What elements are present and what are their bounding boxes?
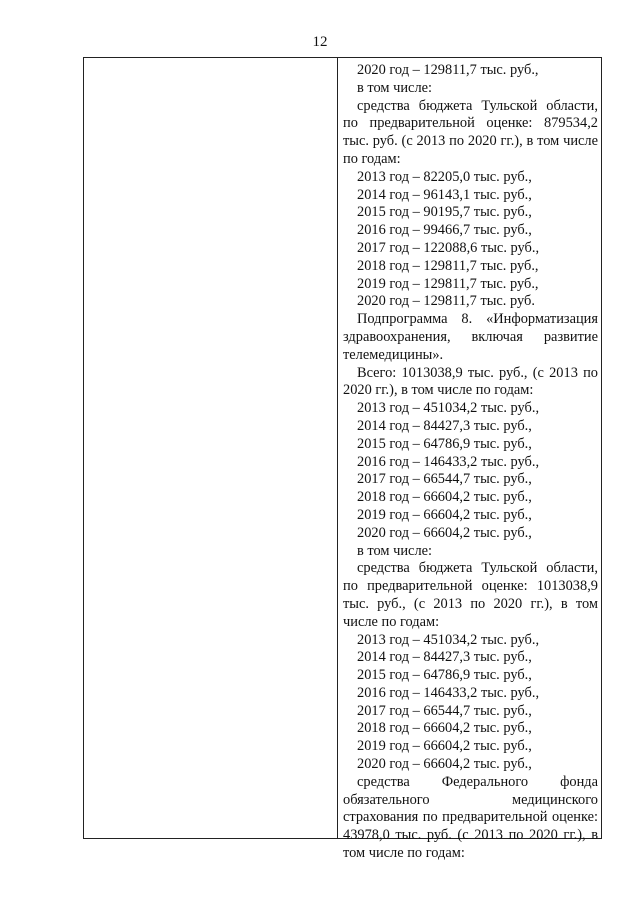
text-line: 2020 год – 129811,7 тыс. руб. — [357, 293, 535, 310]
text-paragraph: средства бюджета Тульской области, по предварительной оценке: 879534,2 тыс. руб. (с 2013 по 2020 гг.), в том числе по годам: — [343, 97, 598, 167]
right-cell-content — [343, 62, 598, 863]
page-number: 12 — [312, 34, 328, 50]
text-line: в том числе: — [357, 542, 433, 559]
text-line: 2015 год – 64786,9 тыс. руб., — [357, 667, 532, 684]
text-line: 2019 год – 129811,7 тыс. руб., — [357, 275, 539, 292]
text-line: 2016 год – 146433,2 тыс. руб., — [357, 453, 540, 470]
text-line: 2013 год – 451034,2 тыс. руб., — [357, 631, 540, 648]
text-line: 2013 год – 451034,2 тыс. руб., — [357, 400, 540, 417]
text-line: 2020 год – 129811,7 тыс. руб., — [357, 62, 539, 78]
text-line: 2019 год – 66604,2 тыс. руб., — [357, 506, 532, 523]
text-line: 2016 год – 99466,7 тыс. руб., — [357, 222, 532, 239]
text-line: 2014 год – 84427,3 тыс. руб., — [357, 417, 532, 434]
text-line: 2020 год – 66604,2 тыс. руб., — [357, 524, 532, 541]
text-line: 2019 год – 66604,2 тыс. руб., — [357, 738, 532, 755]
text-paragraph: средства бюджета Тульской области, по предварительной оценке: 1013038,9 тыс. руб., (с 2013 по 2020 гг.), в том числе по годам: — [343, 560, 598, 630]
text-paragraph: Подпрограмма 8. «Информатизация здравоохранения, включая развитие телемедицины». — [343, 311, 598, 363]
text-line: 2018 год – 66604,2 тыс. руб., — [357, 489, 532, 506]
text-line: в том числе: — [357, 79, 433, 96]
budget-table — [83, 57, 602, 862]
text-line: 2015 год – 64786,9 тыс. руб., — [357, 435, 532, 452]
text-line: 2018 год – 66604,2 тыс. руб., — [357, 720, 532, 737]
text-line: 2015 год – 90195,7 тыс. руб., — [357, 204, 532, 221]
text-paragraph: Всего: 1013038,9 тыс. руб., (с 2013 по 2020 гг.), в том числе по годам: — [343, 364, 598, 399]
text-line: 2017 год – 66544,7 тыс. руб., — [357, 471, 532, 488]
text-line: 2020 год – 66604,2 тыс. руб., — [357, 756, 532, 773]
text-line: 2017 год – 122088,6 тыс. руб., — [357, 239, 540, 256]
text-paragraph: средства Федерального фонда обязательного медицинского страхования по предварительной оценке: 43978,0 тыс. руб. (с 2013 по 2020 гг.), в том числе по годам: — [343, 773, 598, 862]
text-line: 2013 год – 82205,0 тыс. руб., — [357, 168, 532, 185]
text-line: 2014 год – 96143,1 тыс. руб., — [357, 186, 532, 203]
text-line: 2014 год – 84427,3 тыс. руб., — [357, 649, 532, 666]
text-line: 2017 год – 66544,7 тыс. руб., — [357, 702, 532, 719]
text-line: 2016 год – 146433,2 тыс. руб., — [357, 684, 540, 701]
text-line: 2018 год – 129811,7 тыс. руб., — [357, 257, 539, 274]
column-divider — [337, 58, 338, 838]
